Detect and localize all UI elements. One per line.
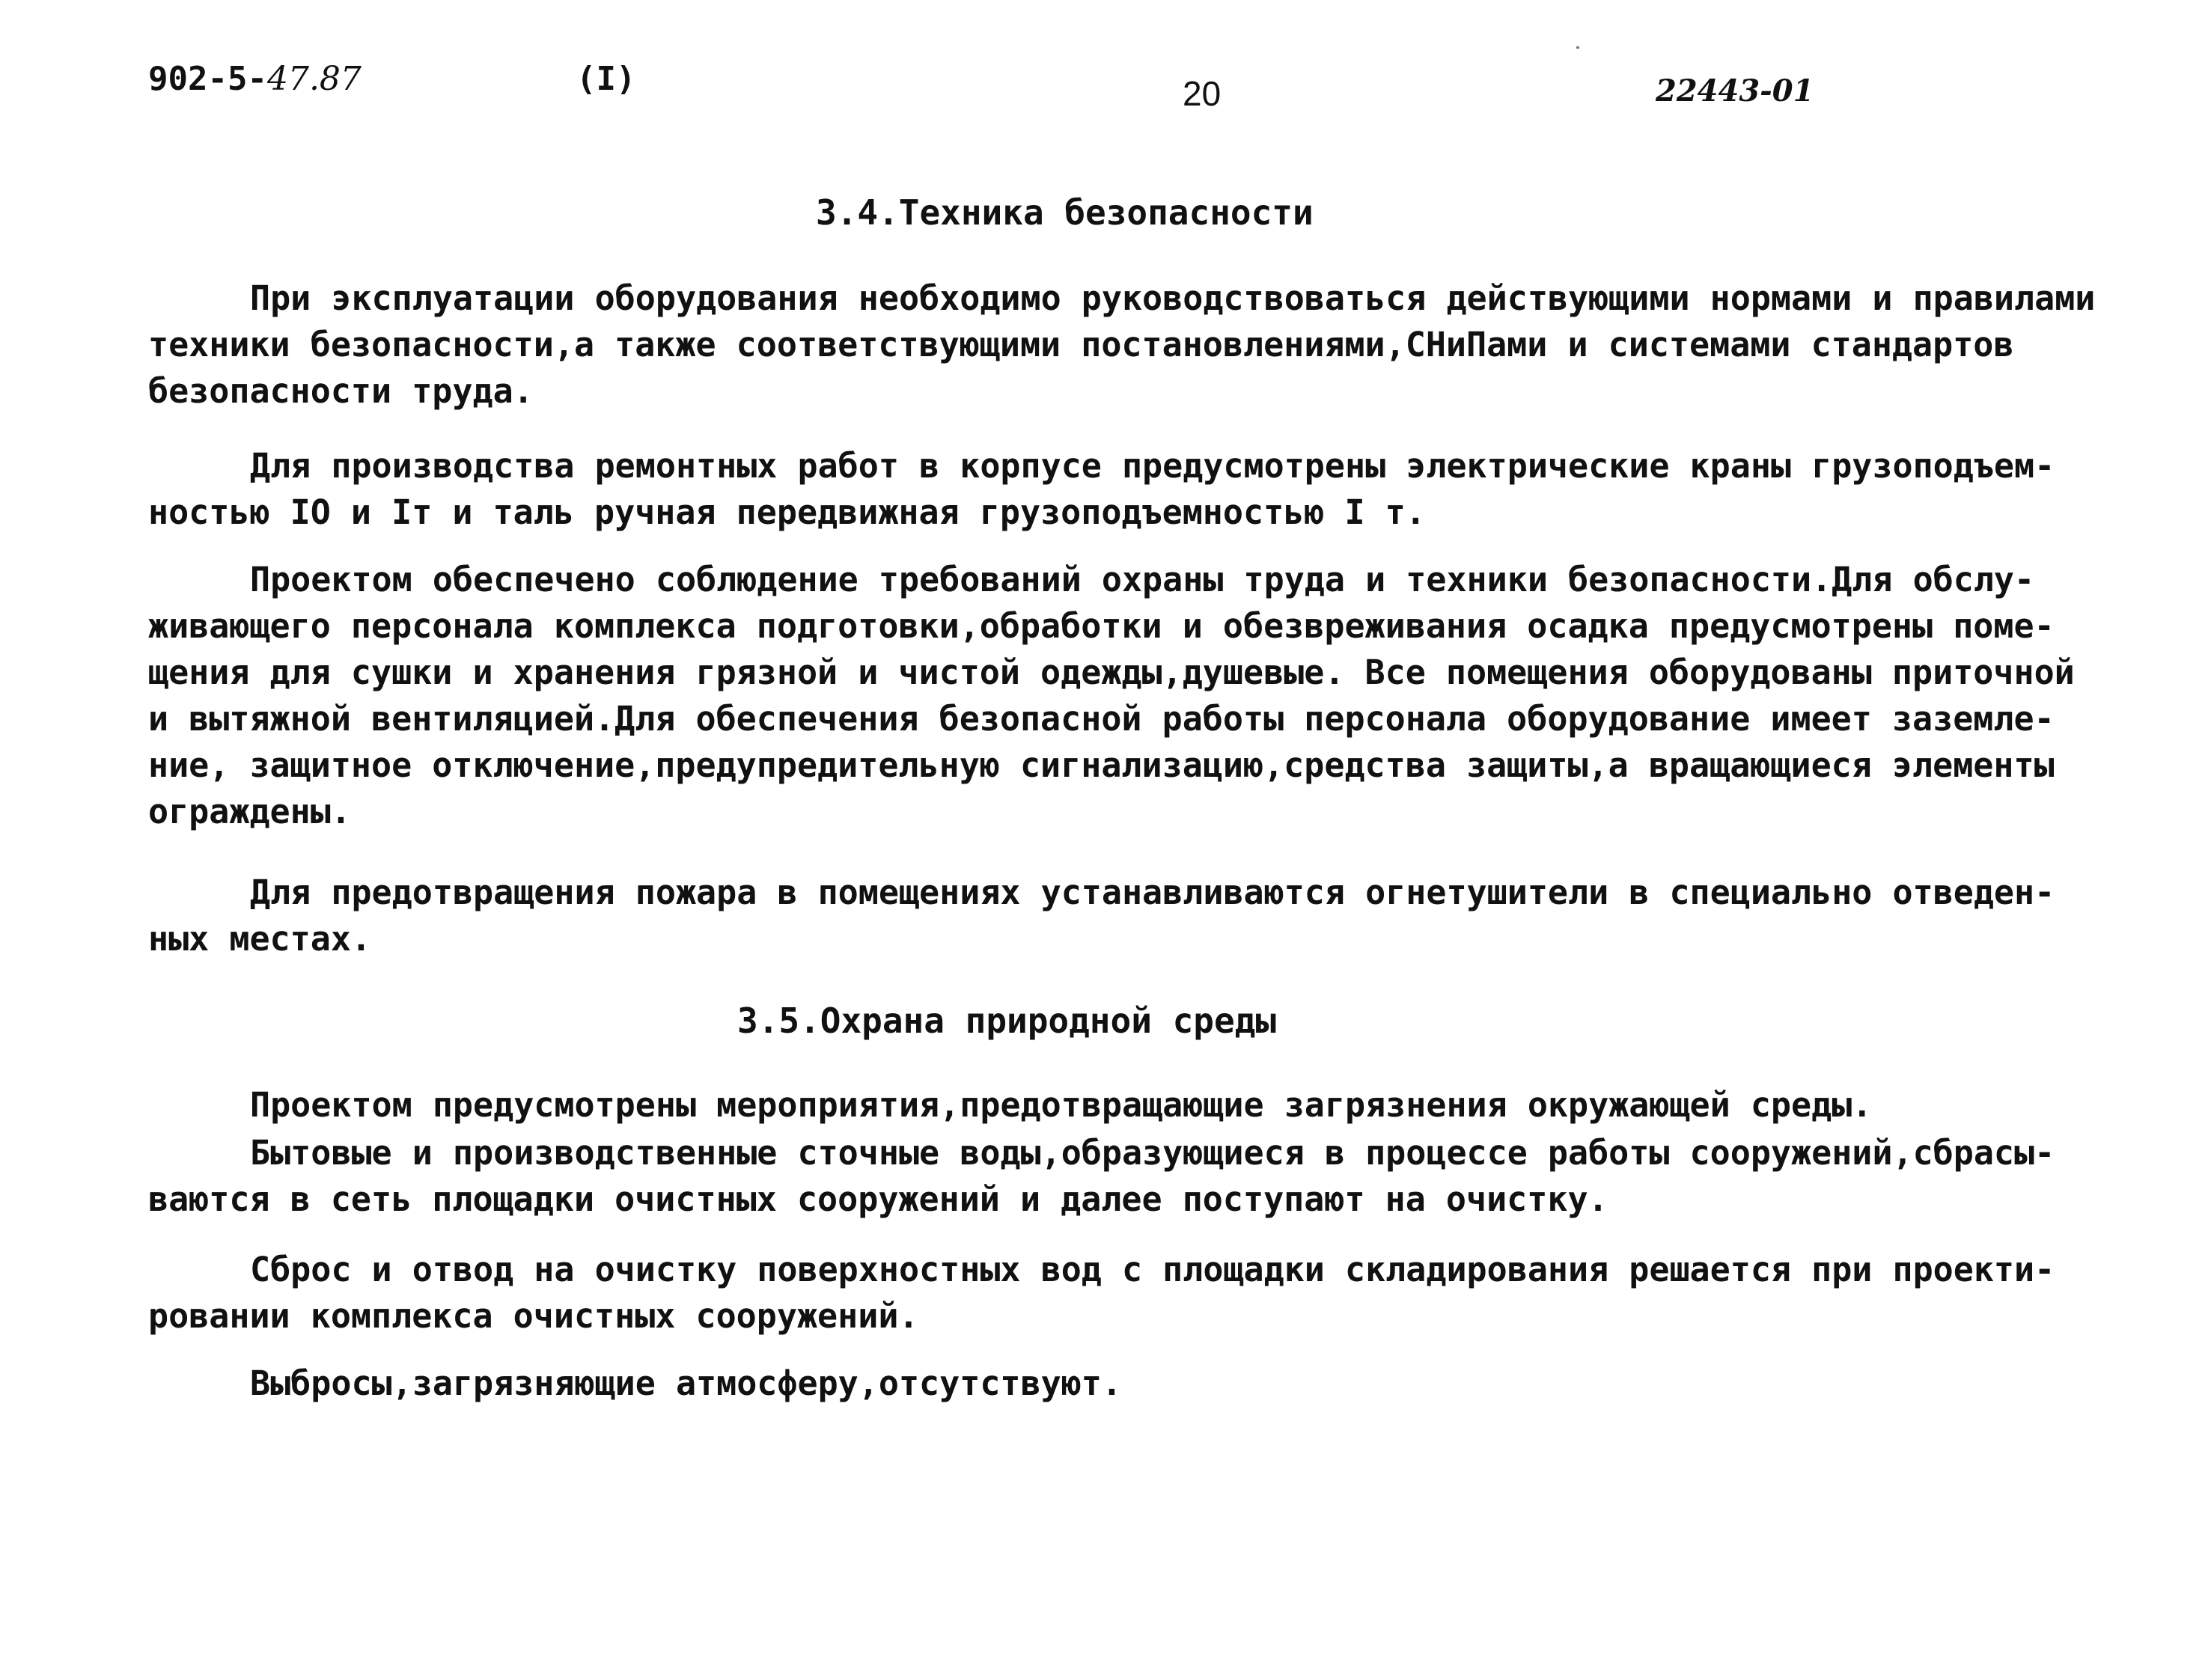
paragraph-cranes xyxy=(148,443,2083,536)
paragraph-line: Проектом предусмотрены мероприятия,предотвращающие загрязнения окружающей среды. xyxy=(250,1085,1873,1125)
paragraph-line: Выбросы,загрязняющие атмосферу,отсутствуют. xyxy=(250,1363,1122,1403)
paragraph-pollution-measures xyxy=(148,1082,2083,1128)
document-number-printed: 902-5- xyxy=(148,60,267,98)
paragraph-line: Для предотвращения пожара в помещениях устанавливаются огнетушители в специально отведен- xyxy=(250,873,2055,912)
document-number xyxy=(148,60,362,98)
paragraph-line: Бытовые и производственные сточные воды,образующиеся в процессе работы сооружений,сбрасы- xyxy=(250,1133,2055,1173)
paragraph-line: Сброс и отвод на очистку поверхностных вод с площадки складирования решается при проекти- xyxy=(250,1250,2055,1289)
paragraph-line: ных местах. xyxy=(148,919,372,959)
paragraph-safety-regulations xyxy=(148,275,2096,415)
page-number: 20 xyxy=(1183,74,1222,113)
paragraph-line: ровании комплекса очистных сооружений. xyxy=(148,1296,919,1336)
paragraph-line: При эксплуатации оборудования необходимо руководствоваться действующими нормами и правилами xyxy=(250,278,2096,318)
section-title-environment: 3.5.Охрана природной среды xyxy=(737,1001,1277,1041)
paragraph-wastewater xyxy=(148,1130,2083,1223)
paragraph-line: Для производства ремонтных работ в корпусе предусмотрены электрические краны грузоподъем- xyxy=(250,446,2055,486)
paragraph-line: ние, защитное отключение,предупредительную сигнализацию,средства защиты,а вращающиеся элементы xyxy=(148,745,2055,785)
paragraph-line: и вытяжной вентиляцией.Для обеспечения безопасной работы персонала оборудование имеет заземле- xyxy=(148,699,2055,739)
scan-speck xyxy=(1576,46,1579,49)
paragraph-emissions xyxy=(148,1360,2083,1407)
paragraph-line: живающего персонала комплекса подготовки,обработки и обезвреживания осадка предусмотрены поме- xyxy=(148,606,2055,646)
paragraph-line: ваются в сеть площадки очистных сооружений и далее поступают на очистку. xyxy=(148,1179,1608,1219)
paragraph-line: техники безопасности,а также соответствующими постановлениями,СНиПами и системами стандартов xyxy=(148,325,2014,364)
paragraph-line: безопасности труда. xyxy=(148,371,534,411)
paragraph-line: ностью IO и Iт и таль ручная передвижная грузоподъемностью I т. xyxy=(148,492,1426,532)
section-title-safety: 3.4.Техника безопасности xyxy=(816,192,1314,233)
paragraph-fire-prevention xyxy=(148,870,2083,962)
archive-code: 22443-01 xyxy=(1656,73,1814,109)
paragraph-surface-water xyxy=(148,1247,2083,1340)
part-number: (I) xyxy=(576,60,636,98)
paragraph-line: ограждены. xyxy=(148,792,351,831)
document-number-handwritten: 47.87 xyxy=(266,60,362,98)
paragraph-line: Проектом обеспечено соблюдение требований охраны труда и техники безопасности.Для обслу- xyxy=(250,560,2035,599)
paragraph-line: щения для сушки и хранения грязной и чистой одежды,душевые. Все помещения оборудованы приточной xyxy=(148,653,2075,692)
paragraph-labor-protection xyxy=(148,557,2083,835)
